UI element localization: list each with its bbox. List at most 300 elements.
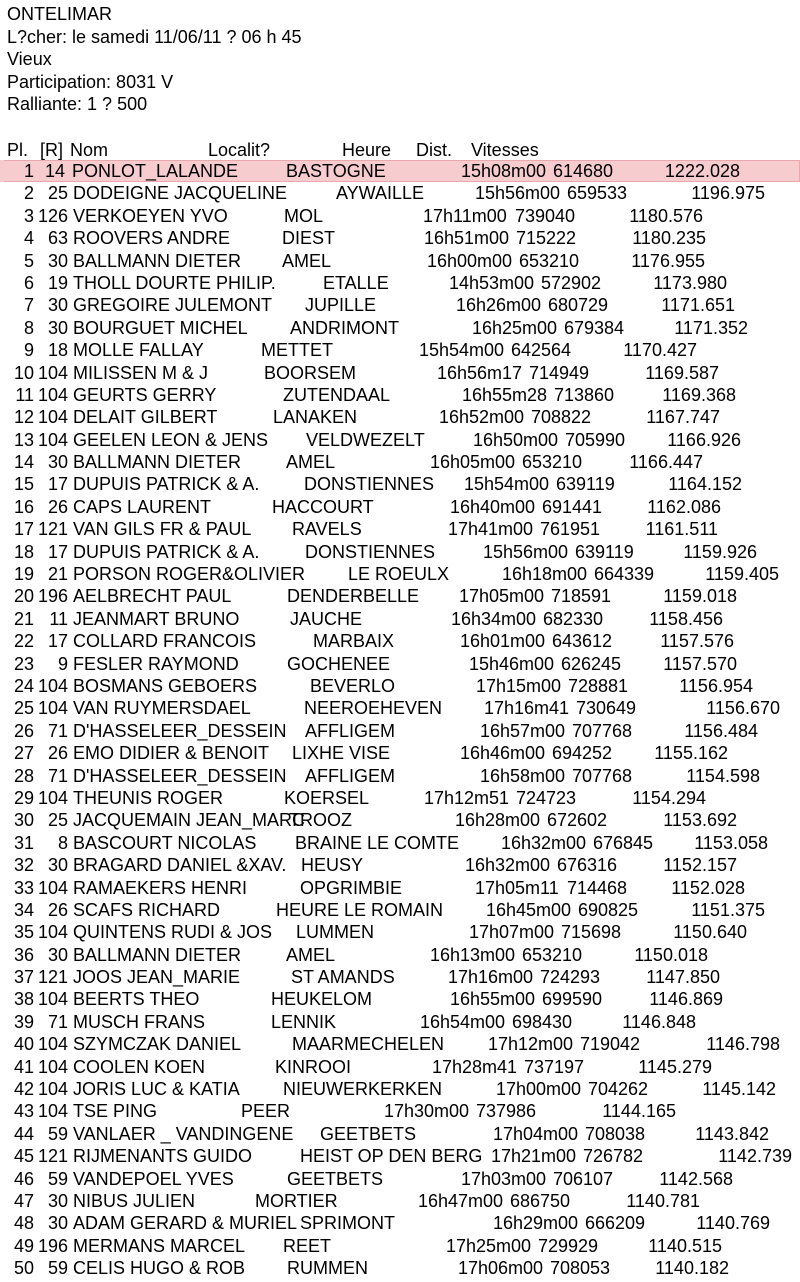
arrival-time-cell: 17h12m00 <box>488 1034 574 1055</box>
distance-cell: 676845 <box>593 832 654 853</box>
distance-cell: 614680 <box>553 161 614 181</box>
ring-count-cell: 30 <box>47 250 68 271</box>
ring-count-cell: 30 <box>47 452 68 473</box>
ring-count-cell: 59 <box>47 1123 68 1144</box>
table-row <box>0 473 800 495</box>
placement-cell: 43 <box>13 1101 34 1122</box>
name-cell: DELAIT GILBERT <box>73 407 218 428</box>
name-cell: THEUNIS ROGER <box>73 787 224 808</box>
ring-count-cell: 30 <box>47 317 68 338</box>
arrival-time-cell: 16h32m00 <box>501 832 587 853</box>
locality-cell: METTET <box>261 340 333 361</box>
table-row <box>0 765 800 787</box>
ring-count-cell: 104 <box>37 922 68 943</box>
arrival-time-cell: 16h55m00 <box>450 989 536 1010</box>
table-row <box>0 317 800 339</box>
distance-cell: 708822 <box>531 407 592 428</box>
name-cell: JEANMART BRUNO <box>73 608 240 629</box>
distance-cell: 726782 <box>583 1146 644 1167</box>
name-cell: D'HASSELEER_DESSEIN <box>73 765 287 786</box>
distance-cell: 724723 <box>516 787 577 808</box>
speed-cell: 1144.165 <box>602 1101 676 1122</box>
locality-cell: RUMMEN <box>287 1258 368 1279</box>
speed-cell: 1157.570 <box>663 653 737 674</box>
ring-count-cell: 9 <box>57 653 68 674</box>
distance-cell: 698430 <box>512 1011 573 1032</box>
ring-count-cell: 14 <box>44 161 65 181</box>
placement-cell: 42 <box>13 1079 34 1100</box>
table-row <box>0 496 800 518</box>
table-row <box>0 339 800 361</box>
distance-cell: 704262 <box>588 1079 649 1100</box>
speed-cell: 1162.086 <box>647 496 721 517</box>
placement-cell: 23 <box>13 653 34 674</box>
ring-count-cell: 26 <box>47 496 68 517</box>
arrival-time-cell: 17h12m51 <box>424 787 510 808</box>
speed-cell: 1176.955 <box>631 250 705 271</box>
arrival-time-cell: 16h18m00 <box>502 564 588 585</box>
table-row <box>0 205 800 227</box>
name-cell: SZYMCZAK DANIEL <box>73 1034 242 1055</box>
locality-cell: BRAINE LE COMTE <box>295 832 460 853</box>
locality-cell: DONSTIENNES <box>304 474 435 495</box>
locality-cell: MARBAIX <box>313 631 395 652</box>
ring-count-cell: 104 <box>37 1056 68 1077</box>
table-row <box>0 1190 800 1212</box>
placement-cell: 11 <box>15 384 34 405</box>
ring-count-cell: 25 <box>47 183 68 204</box>
speed-cell: 1180.235 <box>632 228 706 249</box>
locality-cell: SPRIMONT <box>300 1213 396 1234</box>
locality-cell: AFFLIGEM <box>305 720 396 741</box>
ring-count-cell: 59 <box>47 1258 68 1279</box>
name-cell: VANLAER _ VANDINGENE <box>73 1123 294 1144</box>
speed-cell: 1140.515 <box>648 1235 722 1256</box>
ring-count-cell: 8 <box>57 832 68 853</box>
arrival-time-cell: 17h05m00 <box>459 586 545 607</box>
speed-cell: 1159.926 <box>683 541 757 562</box>
ring-count-cell: 25 <box>47 810 68 831</box>
placement-cell: 8 <box>23 317 34 338</box>
speed-cell: 1140.769 <box>696 1213 770 1234</box>
name-cell: MERMANS MARCEL <box>73 1235 246 1256</box>
arrival-time-cell: 16h29m00 <box>493 1213 579 1234</box>
table-row <box>0 832 800 854</box>
locality-cell: MORTIER <box>255 1190 338 1211</box>
placement-cell: 34 <box>13 899 34 920</box>
placement-cell: 46 <box>13 1168 34 1189</box>
table-row <box>0 272 800 294</box>
placement-cell: 33 <box>13 877 34 898</box>
arrival-time-cell: 16h26m00 <box>456 295 542 316</box>
placement-cell: 30 <box>13 810 34 831</box>
name-cell: AELBRECHT PAUL <box>73 586 232 607</box>
name-cell: BALLMANN DIETER <box>73 452 242 473</box>
arrival-time-cell: 16h50m00 <box>473 429 559 450</box>
distance-cell: 643612 <box>552 631 613 652</box>
ring-count-cell: 71 <box>47 720 68 741</box>
locality-cell: ST AMANDS <box>291 967 395 988</box>
arrival-time-cell: 17h25m00 <box>446 1235 532 1256</box>
arrival-time-cell: 17h15m00 <box>476 675 562 696</box>
name-cell: COOLEN KOEN <box>73 1056 206 1077</box>
speed-cell: 1142.568 <box>659 1168 733 1189</box>
placement-cell: 50 <box>13 1258 34 1279</box>
name-cell: DUPUIS PATRICK & A. <box>73 541 260 562</box>
placement-cell: 38 <box>13 989 34 1010</box>
distance-cell: 714468 <box>567 877 628 898</box>
arrival-time-cell: 16h57m00 <box>480 720 566 741</box>
name-cell: ROOVERS ANDRE <box>73 228 231 249</box>
placement-cell: 29 <box>13 787 34 808</box>
placement-cell: 37 <box>13 967 34 988</box>
arrival-time-cell: 16h00m00 <box>427 250 513 271</box>
placement-cell: 12 <box>13 407 34 428</box>
locality-cell: VELDWEZELT <box>306 429 425 450</box>
placement-cell: 35 <box>13 922 34 943</box>
distance-cell: 707768 <box>572 765 633 786</box>
arrival-time-cell: 17h16m41 <box>484 698 570 719</box>
name-cell: DUPUIS PATRICK & A. <box>73 474 260 495</box>
table-row <box>0 227 800 249</box>
placement-cell: 9 <box>23 340 34 361</box>
placement-cell: 3 <box>23 205 34 226</box>
locality-cell: ZUTENDAAL <box>283 384 391 405</box>
arrival-time-cell: 15h54m00 <box>419 340 505 361</box>
speed-cell: 1145.279 <box>638 1056 712 1077</box>
distance-cell: 715698 <box>561 922 622 943</box>
locality-cell: AMEL <box>286 944 336 965</box>
table-row <box>0 742 800 764</box>
table-row <box>0 988 800 1010</box>
distance-cell: 694252 <box>552 743 613 764</box>
placement-cell: 41 <box>13 1056 34 1077</box>
arrival-time-cell: 16h54m00 <box>420 1011 506 1032</box>
name-cell: EMO DIDIER & BENOIT <box>73 743 270 764</box>
arrival-time-cell: 16h46m00 <box>460 743 546 764</box>
distance-cell: 653210 <box>519 250 580 271</box>
arrival-time-cell: 16h47m00 <box>418 1190 504 1211</box>
speed-cell: 1150.018 <box>634 944 708 965</box>
release-info: L?cher: le samedi 11/06/11 ? 06 h 45 <box>7 26 302 47</box>
distance-cell: 672602 <box>547 810 608 831</box>
ring-count-cell: 104 <box>37 1101 68 1122</box>
arrival-time-cell: 15h54m00 <box>464 474 550 495</box>
name-cell: JACQUEMAIN JEAN_MARC <box>73 810 306 831</box>
locality-cell: MOL <box>284 205 324 226</box>
ring-count-cell: 104 <box>37 675 68 696</box>
ring-count-cell: 26 <box>47 743 68 764</box>
distance-cell: 686750 <box>510 1190 571 1211</box>
locality-cell: GEETBETS <box>320 1123 417 1144</box>
name-cell: NIBUS JULIEN <box>73 1190 196 1211</box>
table-row <box>0 1168 800 1190</box>
placement-cell: 36 <box>13 944 34 965</box>
locality-cell: DIEST <box>282 228 336 249</box>
ralliante: Ralliante: 1 ? 500 <box>7 94 148 114</box>
placement-cell: 44 <box>13 1123 34 1144</box>
table-row <box>0 854 800 876</box>
locality-cell: KINROOI <box>275 1056 352 1077</box>
name-cell: MILISSEN M & J <box>73 362 209 383</box>
speed-cell: 1140.781 <box>626 1190 700 1211</box>
placement-cell: 13 <box>13 429 34 450</box>
placement-cell: 49 <box>13 1235 34 1256</box>
locality-cell: HEUKELOM <box>271 989 373 1010</box>
ring-count-cell: 17 <box>47 541 68 562</box>
distance-cell: 705990 <box>565 429 626 450</box>
placement-cell: 28 <box>13 765 34 786</box>
name-cell: THOLL DOURTE PHILIP. <box>73 272 276 293</box>
speed-cell: 1156.670 <box>706 698 780 719</box>
name-cell: GEURTS GERRY <box>73 384 217 405</box>
locality-cell: HEUSY <box>301 855 364 876</box>
distance-cell: 737986 <box>476 1101 537 1122</box>
placement-cell: 19 <box>13 564 34 585</box>
ring-count-cell: 104 <box>37 1034 68 1055</box>
locality-cell: TROOZ <box>289 810 352 831</box>
placement-cell: 6 <box>23 272 34 293</box>
ring-count-cell: 19 <box>47 272 68 293</box>
table-row <box>0 451 800 473</box>
results-table <box>0 160 800 1280</box>
distance-cell: 724293 <box>540 967 601 988</box>
ring-count-cell: 104 <box>37 1079 68 1100</box>
distance-cell: 680729 <box>548 295 609 316</box>
speed-cell: 1154.598 <box>686 765 760 786</box>
speed-cell: 1155.162 <box>654 743 728 764</box>
distance-cell: 691441 <box>542 496 603 517</box>
table-row <box>0 384 800 406</box>
distance-cell: 761951 <box>540 519 601 540</box>
name-cell: BASCOURT NICOLAS <box>73 832 257 853</box>
table-row <box>0 294 800 316</box>
distance-cell: 659533 <box>567 183 628 204</box>
ring-count-cell: 59 <box>47 1168 68 1189</box>
table-row <box>0 518 800 540</box>
arrival-time-cell: 17h06m00 <box>458 1258 544 1279</box>
arrival-time-cell: 17h05m11 <box>475 877 559 898</box>
locality-cell: PEER <box>241 1101 291 1122</box>
speed-cell: 1166.926 <box>667 429 741 450</box>
distance-cell: 690825 <box>578 899 639 920</box>
distance-cell: 737197 <box>524 1056 585 1077</box>
distance-cell: 715222 <box>516 228 577 249</box>
speed-cell: 1153.692 <box>663 810 737 831</box>
name-cell: BOSMANS GEBOERS <box>73 675 258 696</box>
name-cell: RAMAEKERS HENRI <box>73 877 248 898</box>
locality-cell: NIEUWERKERKEN <box>283 1079 443 1100</box>
name-cell: MOLLE FALLAY <box>73 340 204 361</box>
ring-count-cell: 71 <box>47 1011 68 1032</box>
ring-count-cell: 104 <box>37 362 68 383</box>
locality-cell: HACCOURT <box>272 496 374 517</box>
placement-cell: 26 <box>13 720 34 741</box>
arrival-time-cell: 16h34m00 <box>451 608 537 629</box>
placement-cell: 24 <box>13 675 34 696</box>
speed-cell: 1166.447 <box>629 452 703 473</box>
placement-cell: 27 <box>13 743 34 764</box>
placement-cell: 4 <box>23 228 34 249</box>
locality-cell: KOERSEL <box>284 787 370 808</box>
speed-cell: 1167.747 <box>646 407 720 428</box>
table-row <box>0 1235 800 1257</box>
ring-count-cell: 104 <box>37 384 68 405</box>
placement-cell: 1 <box>23 161 34 181</box>
distance-cell: 729929 <box>538 1235 599 1256</box>
ring-count-cell: 30 <box>47 855 68 876</box>
distance-cell: 682330 <box>543 608 604 629</box>
table-row <box>0 1056 800 1078</box>
table-row <box>0 541 800 563</box>
locality-cell: BEVERLO <box>310 675 396 696</box>
name-cell: VERKOEYEN YVO <box>73 205 228 226</box>
locality-cell: LANAKEN <box>273 407 358 428</box>
distance-cell: 739040 <box>515 205 576 226</box>
locality-cell: AMEL <box>282 250 332 271</box>
distance-cell: 714949 <box>529 362 590 383</box>
name-cell: BOURGUET MICHEL <box>73 317 248 338</box>
speed-cell: 1158.456 <box>649 608 723 629</box>
name-cell: VANDEPOEL YVES <box>73 1168 234 1189</box>
speed-cell: 1161.511 <box>645 519 718 540</box>
table-row <box>0 1078 800 1100</box>
speed-cell: 1156.954 <box>679 675 753 696</box>
arrival-time-cell: 17h07m00 <box>469 922 555 943</box>
table-row <box>0 160 800 182</box>
distance-cell: 676316 <box>557 855 618 876</box>
name-cell: GREGOIRE JULEMONT <box>73 295 273 316</box>
ring-count-cell: 104 <box>37 787 68 808</box>
table-row <box>0 787 800 809</box>
locality-cell: LUMMEN <box>296 922 375 943</box>
speed-cell: 1196.975 <box>691 183 765 204</box>
name-cell: FESLER RAYMOND <box>73 653 239 674</box>
arrival-time-cell: 17h03m00 <box>461 1168 547 1189</box>
distance-cell: 664339 <box>594 564 655 585</box>
ring-count-cell: 196 <box>37 586 68 607</box>
name-cell: PONLOT_LALANDE <box>72 161 239 181</box>
locality-cell: RAVELS <box>292 519 362 540</box>
ring-count-cell: 30 <box>47 944 68 965</box>
ring-count-cell: 63 <box>47 228 68 249</box>
column-header-pl: Pl. <box>7 140 29 160</box>
arrival-time-cell: 16h28m00 <box>455 810 541 831</box>
distance-cell: 572902 <box>541 272 602 293</box>
speed-cell: 1169.587 <box>645 362 719 383</box>
locality-cell: HEIST OP DEN BERG <box>300 1146 483 1167</box>
placement-cell: 17 <box>13 519 34 540</box>
speed-cell: 1154.294 <box>632 787 706 808</box>
name-cell: CAPS LAURENT <box>73 496 212 517</box>
distance-cell: 707768 <box>572 720 633 741</box>
distance-cell: 679384 <box>564 317 625 338</box>
name-cell: BEERTS THEO <box>73 989 200 1010</box>
arrival-time-cell: 16h05m00 <box>430 452 516 473</box>
category: Vieux <box>7 49 52 69</box>
locality-cell: LE ROEULX <box>348 564 450 585</box>
table-row <box>0 720 800 742</box>
table-row <box>0 630 800 652</box>
name-cell: ADAM GERARD & MURIEL <box>73 1213 298 1234</box>
placement-cell: 2 <box>23 183 34 204</box>
name-cell: RIJMENANTS GUIDO <box>73 1146 253 1167</box>
speed-cell: 1145.142 <box>702 1079 776 1100</box>
table-row <box>0 1100 800 1122</box>
arrival-time-cell: 16h55m28 <box>462 384 548 405</box>
distance-cell: 653210 <box>522 944 583 965</box>
name-cell: JORIS LUC & KATIA <box>73 1079 240 1100</box>
placement-cell: 7 <box>23 295 34 316</box>
arrival-time-cell: 17h04m00 <box>493 1123 579 1144</box>
speed-cell: 1146.869 <box>649 989 723 1010</box>
distance-cell: 730649 <box>576 698 637 719</box>
arrival-time-cell: 17h00m00 <box>496 1079 582 1100</box>
distance-cell: 708038 <box>585 1123 646 1144</box>
race-header <box>7 3 302 116</box>
speed-cell: 1164.152 <box>668 474 742 495</box>
placement-cell: 22 <box>13 631 34 652</box>
speed-cell: 1150.640 <box>673 922 747 943</box>
speed-cell: 1146.798 <box>706 1034 780 1055</box>
speed-cell: 1143.842 <box>695 1123 769 1144</box>
locality-cell: JUPILLE <box>305 295 377 316</box>
arrival-time-cell: 15h56m00 <box>475 183 561 204</box>
column-header-r: [R] <box>40 140 64 160</box>
speed-cell: 1173.980 <box>653 272 727 293</box>
arrival-time-cell: 15h56m00 <box>483 541 569 562</box>
table-row <box>0 966 800 988</box>
placement-cell: 10 <box>13 362 34 383</box>
table-row <box>0 921 800 943</box>
speed-cell: 1151.375 <box>691 899 765 920</box>
ring-count-cell: 30 <box>47 1190 68 1211</box>
table-row <box>0 675 800 697</box>
ring-count-cell: 30 <box>47 295 68 316</box>
speed-cell: 1171.352 <box>674 317 748 338</box>
locality-cell: ANDRIMONT <box>290 317 399 338</box>
locality-cell: AYWAILLE <box>336 183 425 204</box>
locality-cell: OPGRIMBIE <box>300 877 403 898</box>
locality-cell: AMEL <box>286 452 336 473</box>
speed-cell: 1142.739 <box>718 1146 792 1167</box>
name-cell: BALLMANN DIETER <box>73 250 242 271</box>
placement-cell: 21 <box>13 608 34 629</box>
distance-cell: 699590 <box>542 989 603 1010</box>
ring-count-cell: 71 <box>47 765 68 786</box>
placement-cell: 14 <box>13 452 34 473</box>
speed-cell: 1157.576 <box>660 631 734 652</box>
ring-count-cell: 21 <box>47 564 68 585</box>
speed-cell: 1152.157 <box>663 855 737 876</box>
locality-cell: GEETBETS <box>287 1168 384 1189</box>
table-row <box>0 1145 800 1167</box>
locality-cell: REET <box>283 1235 332 1256</box>
arrival-time-cell: 16h40m00 <box>450 496 536 517</box>
ring-count-cell: 17 <box>47 474 68 495</box>
locality-cell: HEURE LE ROMAIN <box>276 899 444 920</box>
distance-cell: 728881 <box>568 675 629 696</box>
distance-cell: 642564 <box>511 340 572 361</box>
table-row <box>0 809 800 831</box>
arrival-time-cell: 15h46m00 <box>469 653 555 674</box>
distance-cell: 653210 <box>522 452 583 473</box>
name-cell: QUINTENS RUDI & JOS <box>73 922 273 943</box>
table-row <box>0 877 800 899</box>
table-row <box>0 250 800 272</box>
name-cell: GEELEN LEON & JENS <box>73 429 269 450</box>
name-cell: BALLMANN DIETER <box>73 944 242 965</box>
